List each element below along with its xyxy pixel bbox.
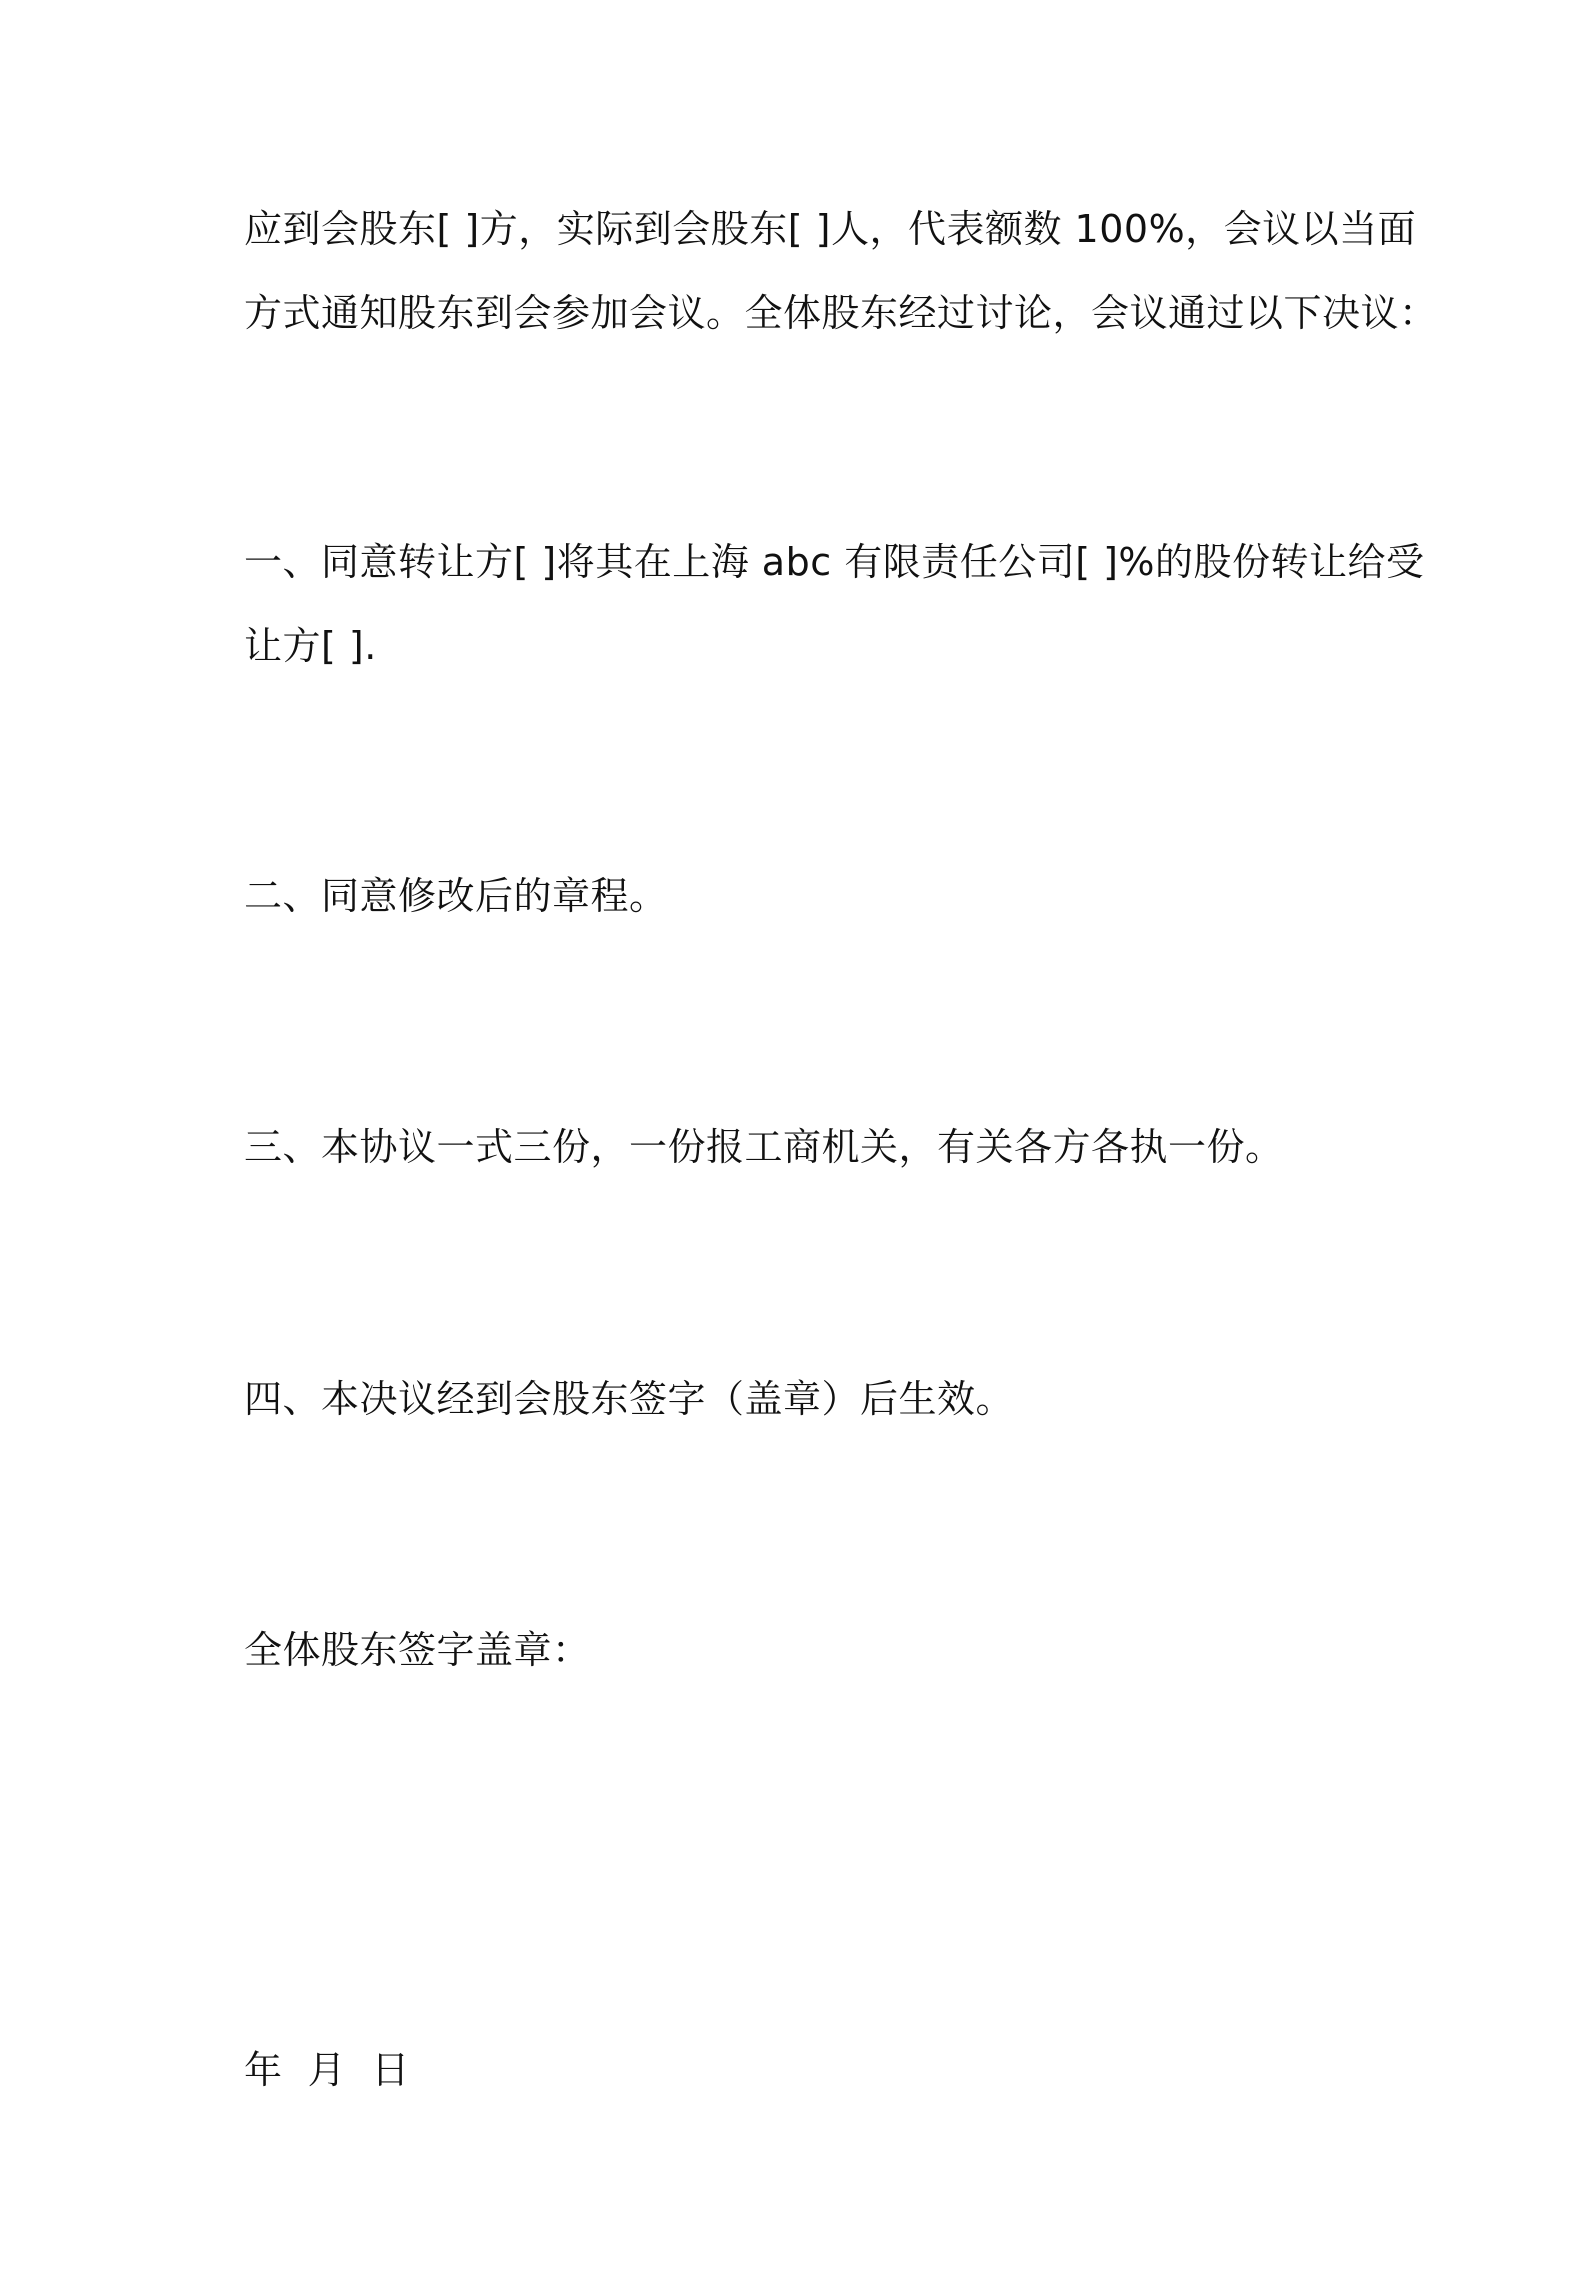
signature-paragraph <box>244 1608 1364 1692</box>
resolution-3-paragraph <box>244 1105 1364 1189</box>
date-line: 年 月 日 <box>244 2048 410 2092</box>
resolution-4-text: 四、本决议经到会股东签字（盖章）后生效。 <box>244 1377 1015 1421</box>
intro-paragraph <box>244 187 1438 355</box>
resolution-2-text: 二、同意修改后的章程。 <box>244 874 668 918</box>
resolution-4-paragraph <box>244 1357 1364 1441</box>
signature-label: 全体股东签字盖章： <box>244 1628 591 1672</box>
resolution-1-line-1: 一、同意转让方[ ]将其在上海 abc 有限责任公司[ ]%的股份转让给受 <box>244 540 1425 584</box>
resolution-1-paragraph <box>244 520 1425 688</box>
resolution-1-line-2: 让方[ ]. <box>244 624 377 668</box>
date-paragraph <box>244 1860 1364 2280</box>
resolution-2-paragraph <box>244 854 1364 938</box>
intro-line-1: 应到会股东[ ]方，实际到会股东[ ]人，代表额数 100%，会议以当面 <box>244 207 1417 251</box>
intro-line-2: 方式通知股东到会参加会议。全体股东经过讨论，会议通过以下决议： <box>244 291 1438 335</box>
resolution-3-text: 三、本协议一式三份，一份报工商机关，有关各方各执一份。 <box>244 1125 1284 1169</box>
